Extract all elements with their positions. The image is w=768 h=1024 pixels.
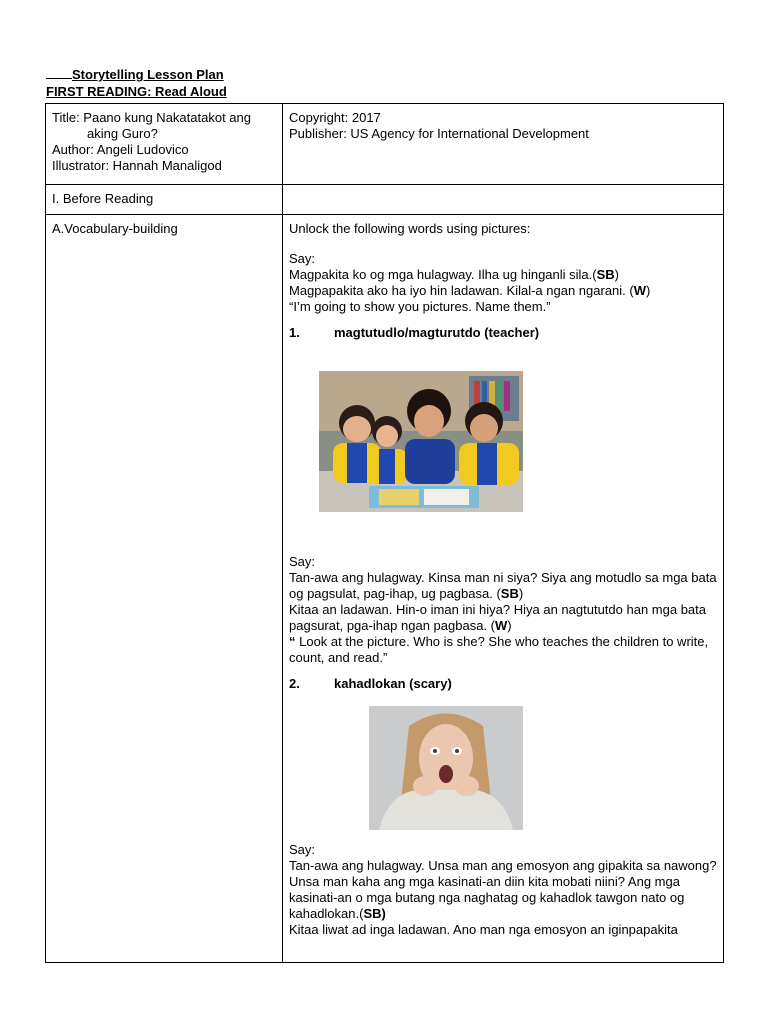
teacher-photo [319,371,523,512]
publication-cell [283,104,724,185]
lesson-plan-title-text: Storytelling Lesson Plan [72,67,224,82]
say-label-3: Say: [289,842,316,857]
say-label-1: Say: [289,251,316,266]
book-title-line2: aking Guro? [87,126,158,141]
say2-en: “ Look at the picture. Who is she? She who teaches the children to write, count, and read.” [289,634,709,665]
vocabulary-row [46,215,724,963]
word1-heading: 1. magtutudlo/magturutdo (teacher) [289,325,540,340]
book-info-row [46,104,724,185]
reading-subtitle: FIRST READING: Read Aloud [46,84,227,99]
copyright: Copyright: 2017 [289,110,381,125]
book-author: Author: Angeli Ludovico [52,142,189,157]
lesson-plan-title [46,66,224,83]
before-reading-row [46,185,724,215]
vocab-intro: Unlock the following words using pictures: [289,221,531,236]
word2-heading: 2. kahadlokan (scary) [289,676,452,691]
say3-sb: Tan-awa ang hulagway. Unsa man ang emosyon ang gipakita sa nawong? Unsa man kaha ang mga kasinati-an diin kita mobati niini? Ang mga kasinati-an o mga butang nga naghatag og kahadlok tawgon nato og kahadlokan.(SB) [289,858,717,921]
book-illustrator: Illustrator: Hannah Manaligod [52,158,222,173]
publisher: Publisher: US Agency for International Development [289,126,589,141]
before-reading-empty-cell [283,185,724,215]
say1-en: “I’m going to show you pictures. Name them.” [289,299,551,314]
vocabulary-content [283,215,724,963]
book-title-line1: Title: Paano kung Nakatatakot ang [52,110,251,125]
book-info-cell [46,104,283,185]
before-reading-label: I. Before Reading [46,185,283,215]
scared-woman-photo [369,706,523,830]
say2-sb: Tan-awa ang hulagway. Kinsa man ni siya? Siya ang motudlo sa mga bata og pagsulat, pag-ihap, ug pagbasa. (SB) [289,570,717,601]
say-label-2: Say: [289,554,316,569]
vocabulary-label: A.Vocabulary-building [46,215,283,963]
say3-w: Kitaa liwat ad inga ladawan. Ano man nga emosyon an iginpapakita [289,922,678,937]
title-underline-pad [46,66,72,79]
say1-w: Magpapakita ako ha iyo hin ladawan. Kilal-a ngan ngarani. (W) [289,283,651,298]
lesson-plan-table [45,103,724,963]
say1-sb: Magpakita ko og mga hulagway. Ilha ug hinganli sila.(SB) [289,267,620,282]
say2-w: Kitaa an ladawan. Hin-o iman ini hiya? Hiya an nagtututdo han mga bata pagsurat, pga-ihap ngan pagbasa. (W) [289,602,706,633]
